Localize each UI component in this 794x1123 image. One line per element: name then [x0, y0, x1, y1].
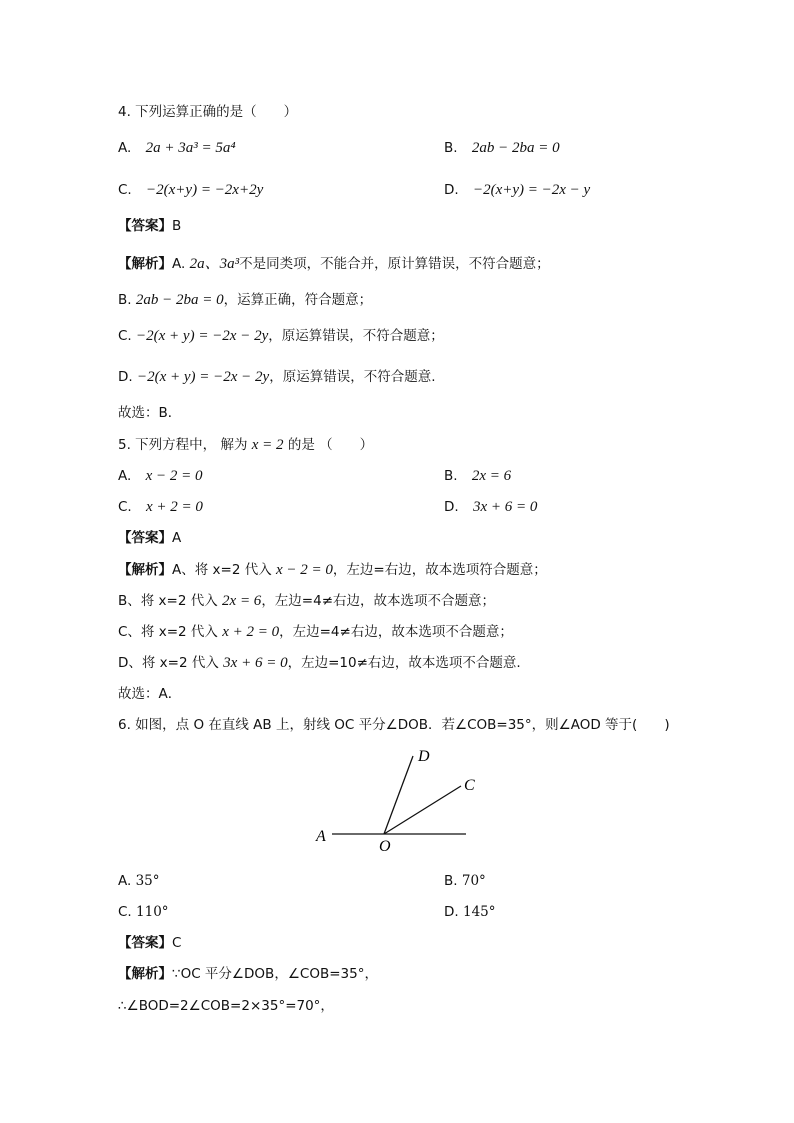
q6-answer-tag: 【答案】: [118, 935, 172, 951]
q5-analysis-c-pre: C、将 x=2 代入: [118, 624, 218, 640]
q4-answer-tag: 【答案】: [118, 218, 172, 234]
q6-option-d-label: D.: [444, 904, 459, 920]
q6-option-c-label: C.: [118, 904, 132, 920]
q4-stem: 4. 下列运算正确的是（ ）: [118, 104, 298, 120]
q5-conclusion: 故选：A．: [118, 686, 182, 702]
q5-option-a-label: A.: [118, 468, 132, 484]
q4-analysis-tag: 【解析】: [118, 256, 172, 272]
q5-answer-tag: 【答案】: [118, 530, 172, 546]
q5-answer: [118, 528, 181, 548]
q6-option-a[interactable]: [118, 871, 160, 891]
q6-option-b[interactable]: [444, 871, 486, 891]
q5-analysis-d-expr: 3x + 6 = 0: [223, 655, 288, 671]
q4-option-a-label: A.: [118, 140, 132, 156]
q6-analysis-1: [118, 964, 378, 984]
q5-option-d-expr: 3x + 6 = 0: [472, 499, 538, 515]
q4-option-b[interactable]: [444, 138, 560, 158]
q5-option-d-label: D.: [444, 499, 459, 515]
q4-option-a[interactable]: [118, 138, 236, 158]
q4-analysis-a-prefix: A.: [172, 256, 186, 272]
q4-option-c-expr: −2(x+y) = −2x+2y: [146, 182, 264, 198]
q6-option-d-value: 145°: [462, 904, 496, 920]
label-c: C: [464, 777, 475, 794]
q5-option-b-expr: 2x = 6: [471, 468, 512, 484]
q4-option-c-label: C.: [118, 182, 132, 198]
q4-analysis-a-text: 不是同类项，不能合并，原计算错误，不符合题意；: [239, 256, 550, 272]
ray-oc: [384, 786, 461, 834]
q5-option-c-label: C.: [118, 499, 132, 515]
q4-analysis-c-text: ，原运算错误，不符合题意；: [268, 328, 444, 344]
q6-stem: 6. 如图，点 O 在直线 AB 上，射线 OC 平分∠DOB．若∠COB=35°，则∠AOD 等于( ): [118, 717, 670, 733]
q5-analysis-b-pre: B、将 x=2 代入: [118, 593, 218, 609]
q4-option-d[interactable]: [444, 180, 590, 200]
q4-answer-value: B: [172, 218, 182, 234]
q6-answer-value: C: [172, 935, 182, 951]
q5-option-d[interactable]: [444, 497, 537, 517]
q4-analysis-d: [118, 367, 436, 387]
q5-analysis-a-expr: x − 2 = 0: [276, 562, 333, 578]
q5-option-a[interactable]: [118, 466, 203, 486]
q4-analysis-b-prefix: B.: [118, 292, 132, 308]
q4-option-d-expr: −2(x+y) = −2x − y: [472, 182, 591, 198]
q4-analysis-a: [118, 254, 550, 274]
q5-option-c[interactable]: [118, 497, 203, 517]
q6-analysis-2: ∴∠BOD=2∠COB=2×35°=70°，: [118, 998, 334, 1014]
q4-analysis-d-text: ，原运算错误，不符合题意.: [269, 369, 436, 385]
q5-stem-pre: 5. 下列方程中， 解为: [118, 437, 248, 453]
q4-analysis-b-text: ，运算正确，符合题意；: [223, 292, 373, 308]
q4-analysis-c-prefix: C.: [118, 328, 132, 344]
q4-analysis-a-expr: 2a、3a³: [189, 256, 240, 272]
label-d: D: [418, 748, 430, 765]
q6-analysis-line-1: ∵OC 平分∠DOB，∠COB=35°，: [172, 966, 378, 982]
q4-analysis-d-expr: −2(x + y) = −2x − 2y: [136, 369, 270, 385]
q5-analysis-d: [118, 653, 521, 673]
q4-analysis-b: [118, 290, 372, 310]
q5-option-b[interactable]: [444, 466, 511, 486]
q4-analysis-c-expr: −2(x + y) = −2x − 2y: [136, 328, 269, 344]
q5-analysis-a: [118, 560, 547, 580]
q4-conclusion: 故选：B．: [118, 405, 182, 421]
q5-analysis-a-pre: A、将 x=2 代入: [172, 562, 272, 578]
q5-stem-post: 的是 （ ）: [287, 437, 374, 453]
q4-analysis-c: [118, 326, 444, 346]
q5-analysis-a-post: ，左边=右边，故本选项符合题意；: [332, 562, 547, 578]
q5-analysis-c-post: ，左边=4≠右边，故本选项不合题意；: [279, 624, 513, 640]
q5-stem: [118, 435, 373, 455]
q4-option-a-expr: 2a + 3a³ = 5a⁴: [145, 140, 236, 156]
q6-option-c-value: 110°: [136, 904, 169, 920]
q4-option-c[interactable]: [118, 180, 263, 200]
q4-analysis-b-expr: 2ab − 2ba = 0: [135, 292, 224, 308]
q4-analysis-d-prefix: D.: [118, 369, 133, 385]
q6-option-a-label: A.: [118, 873, 132, 889]
q6-option-c[interactable]: [118, 902, 169, 922]
q6-figure: [300, 740, 490, 860]
ray-od: [384, 756, 413, 834]
label-o: O: [379, 838, 391, 855]
q5-analysis-b: [118, 591, 495, 611]
q6-option-b-value: 70°: [461, 873, 486, 889]
q5-option-c-expr: x + 2 = 0: [146, 499, 203, 515]
q5-analysis-tag: 【解析】: [118, 562, 172, 578]
q6-answer: [118, 933, 181, 953]
q5-analysis-c: [118, 622, 513, 642]
q6-option-a-value: 35°: [135, 873, 160, 889]
q4-option-d-label: D.: [444, 182, 459, 198]
q5-analysis-b-post: ，左边=4≠右边，故本选项不合题意；: [261, 593, 496, 609]
q4-option-b-label: B.: [444, 140, 458, 156]
q5-stem-expr: x = 2: [251, 437, 284, 453]
q6-analysis-tag: 【解析】: [118, 966, 172, 982]
q5-analysis-d-pre: D、将 x=2 代入: [118, 655, 219, 671]
q5-option-b-label: B.: [444, 468, 458, 484]
q5-analysis-c-expr: x + 2 = 0: [222, 624, 280, 640]
q5-analysis-b-expr: 2x = 6: [222, 593, 262, 609]
q6-option-d[interactable]: [444, 902, 496, 922]
q4-option-b-expr: 2ab − 2ba = 0: [471, 140, 560, 156]
q5-analysis-d-post: ，左边=10≠右边，故本选项不合题意.: [287, 655, 521, 671]
q4-answer: [118, 216, 181, 236]
q5-answer-value: A: [172, 530, 182, 546]
q6-option-b-label: B.: [444, 873, 458, 889]
q5-option-a-expr: x − 2 = 0: [145, 468, 203, 484]
label-a: A: [316, 828, 326, 845]
